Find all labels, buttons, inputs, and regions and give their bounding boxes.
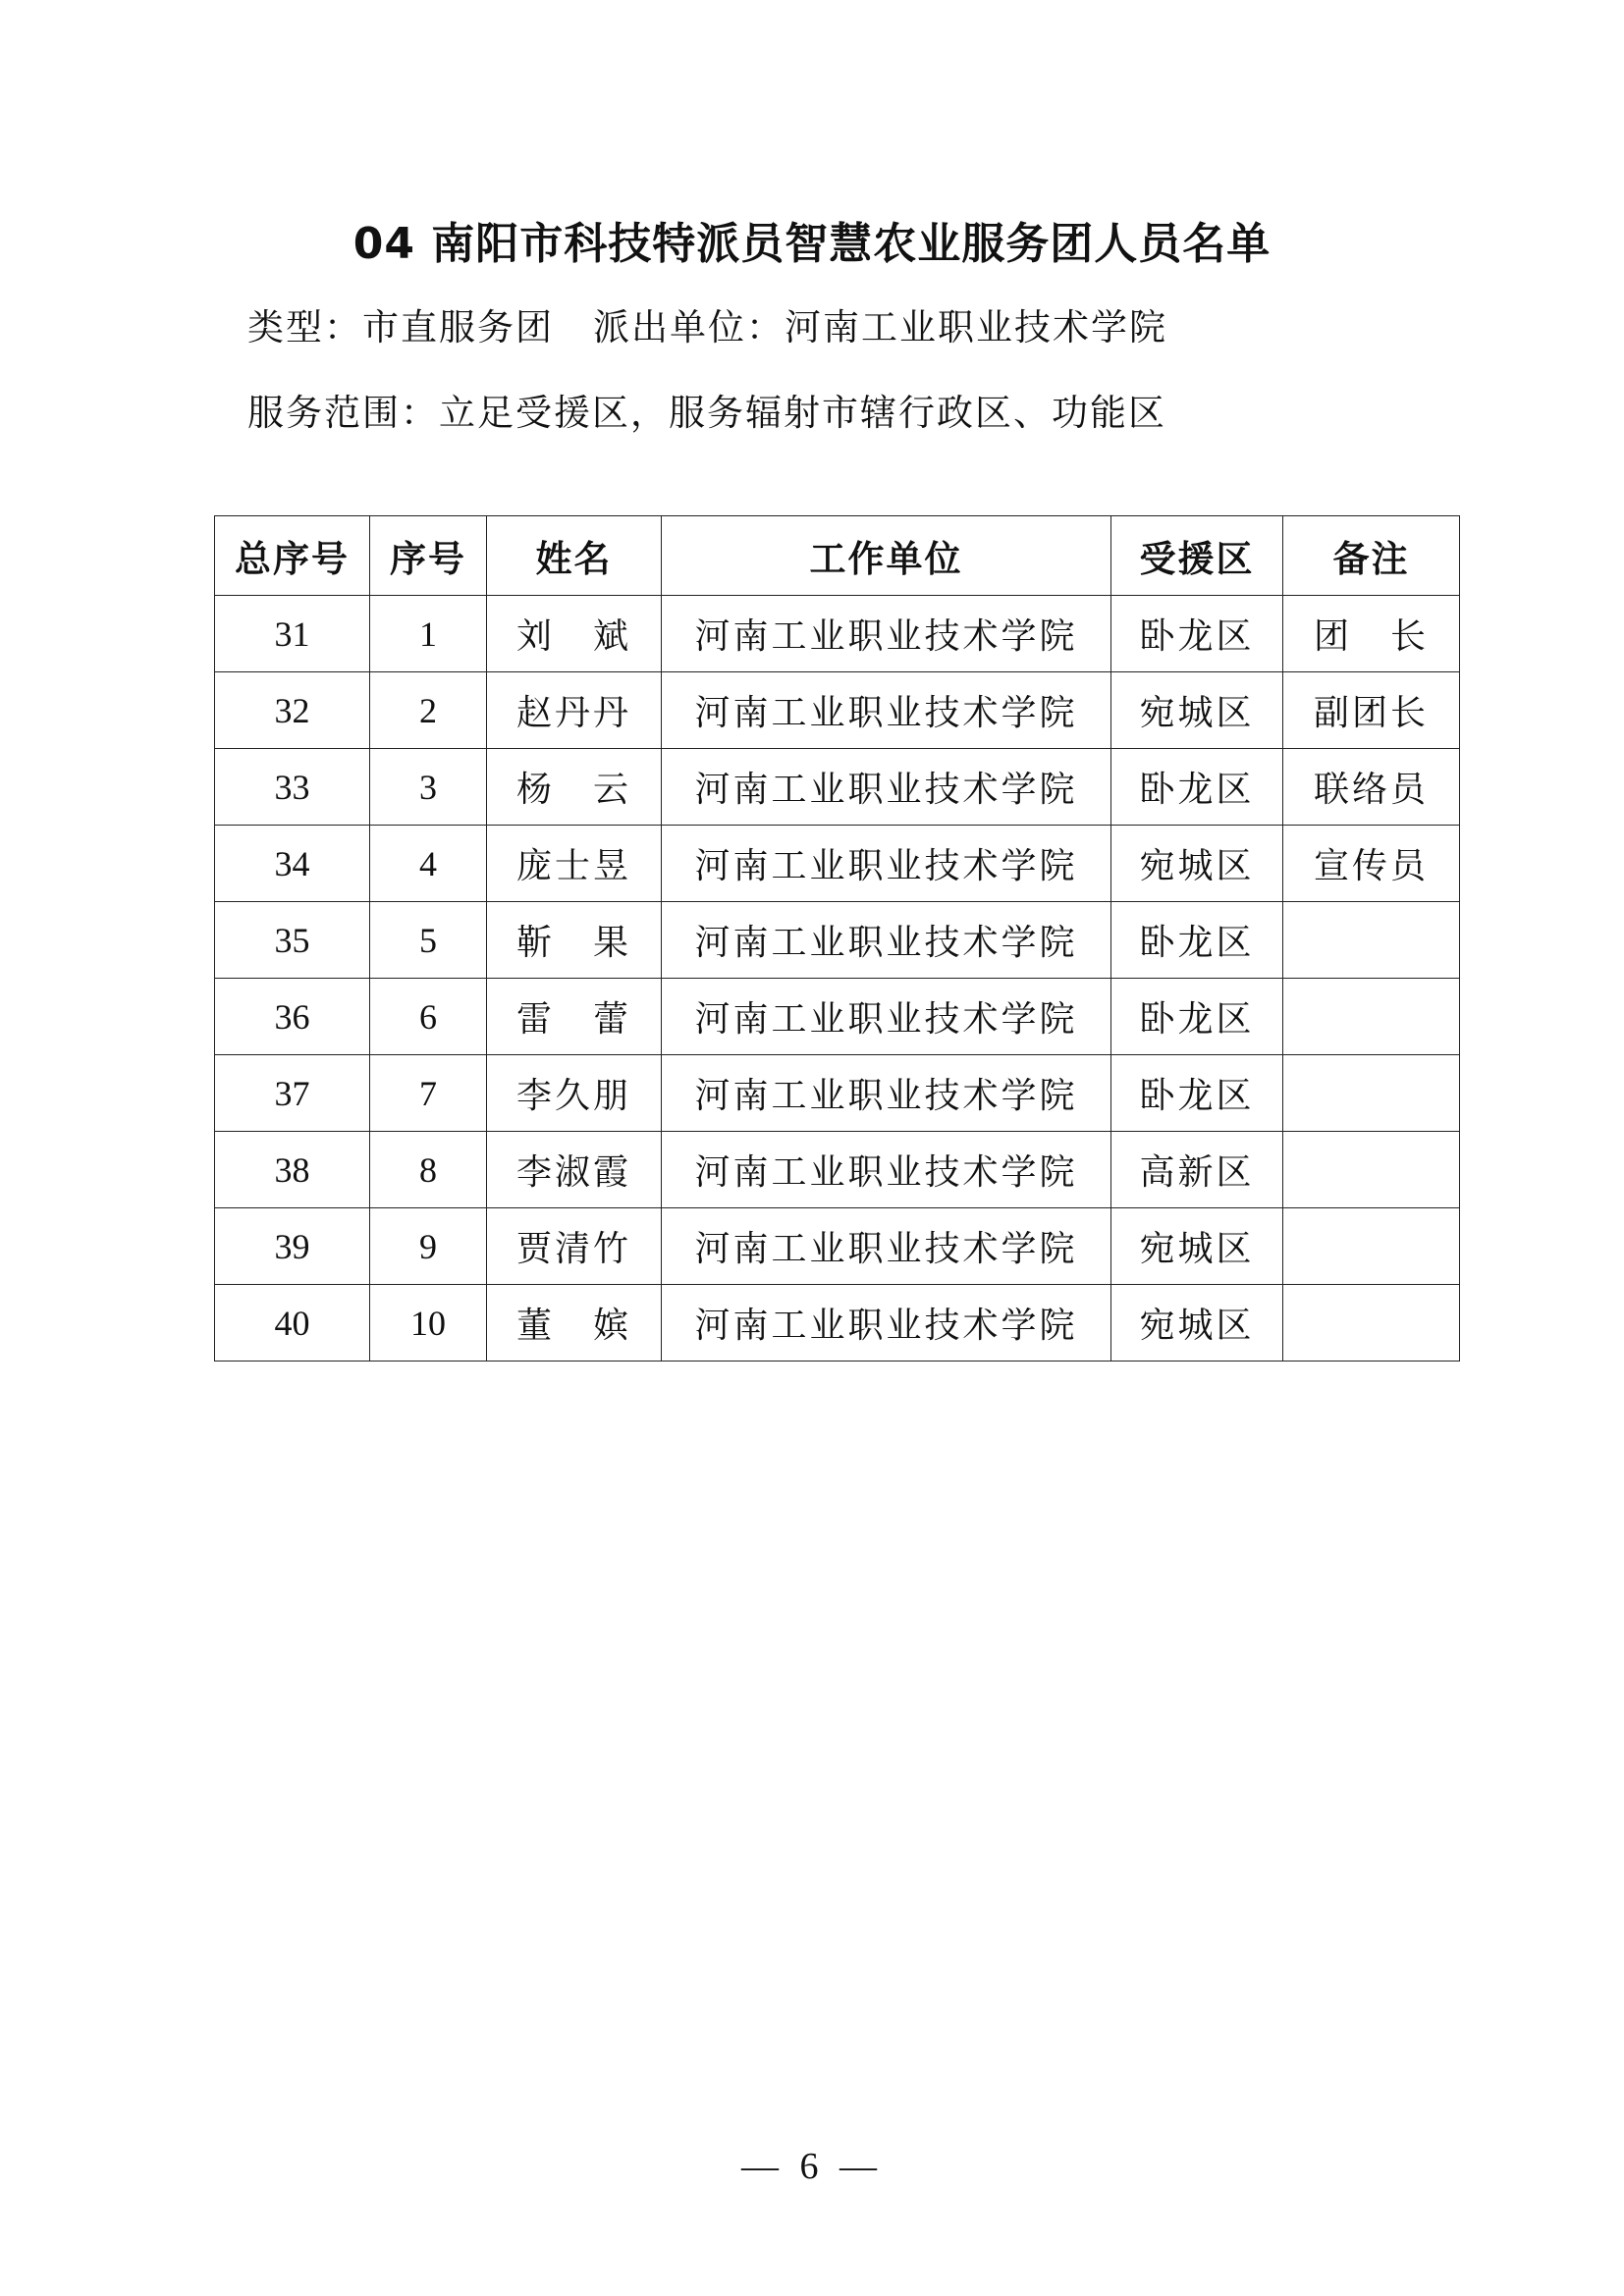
table-row [215, 1285, 1460, 1362]
cell-no: 2 [370, 672, 487, 749]
cell-total-no: 31 [215, 596, 370, 672]
table-row [215, 979, 1460, 1055]
page-number: — 6 — [741, 2146, 883, 2187]
cell-total-no: 35 [215, 902, 370, 979]
table-body [215, 596, 1460, 1362]
cell-remark [1283, 979, 1460, 1055]
cell-name: 董 嫔 [487, 1285, 662, 1362]
table-row [215, 1208, 1460, 1285]
cell-unit: 河南工业职业技术学院 [662, 1285, 1111, 1362]
cell-unit: 河南工业职业技术学院 [662, 902, 1111, 979]
cell-district: 卧龙区 [1111, 902, 1283, 979]
cell-name: 赵丹丹 [487, 672, 662, 749]
cell-total-no: 34 [215, 826, 370, 902]
cell-total-no: 37 [215, 1055, 370, 1132]
unit-label: 派出单位： [593, 306, 785, 348]
cell-district: 卧龙区 [1111, 596, 1283, 672]
document-meta-scope [247, 383, 1166, 436]
type-label: 类型： [247, 306, 362, 348]
header-no: 序号 [370, 516, 487, 596]
cell-no: 3 [370, 749, 487, 826]
cell-name: 杨 云 [487, 749, 662, 826]
cell-remark [1283, 902, 1460, 979]
scope-value: 立足受援区，服务辐射市辖行政区、功能区 [439, 392, 1166, 434]
cell-total-no: 32 [215, 672, 370, 749]
header-district: 受援区 [1111, 516, 1283, 596]
cell-remark: 团 长 [1283, 596, 1460, 672]
header-remark: 备注 [1283, 516, 1460, 596]
table-row [215, 826, 1460, 902]
table-row [215, 1055, 1460, 1132]
cell-unit: 河南工业职业技术学院 [662, 1055, 1111, 1132]
table-header [215, 516, 1460, 596]
cell-no: 5 [370, 902, 487, 979]
cell-unit: 河南工业职业技术学院 [662, 596, 1111, 672]
cell-unit: 河南工业职业技术学院 [662, 672, 1111, 749]
cell-district: 卧龙区 [1111, 749, 1283, 826]
type-value: 市直服务团 [362, 306, 554, 348]
table-header-row [215, 516, 1460, 596]
cell-district: 宛城区 [1111, 1208, 1283, 1285]
table-row [215, 749, 1460, 826]
cell-name: 雷 蕾 [487, 979, 662, 1055]
cell-name: 刘 斌 [487, 596, 662, 672]
roster-table [214, 515, 1460, 1362]
cell-total-no: 33 [215, 749, 370, 826]
cell-district: 宛城区 [1111, 1285, 1283, 1362]
cell-name: 李淑霞 [487, 1132, 662, 1208]
cell-district: 卧龙区 [1111, 979, 1283, 1055]
scope-label: 服务范围： [247, 392, 439, 434]
cell-no: 8 [370, 1132, 487, 1208]
cell-district: 高新区 [1111, 1132, 1283, 1208]
cell-name: 庞士昱 [487, 826, 662, 902]
cell-no: 4 [370, 826, 487, 902]
cell-no: 7 [370, 1055, 487, 1132]
cell-unit: 河南工业职业技术学院 [662, 826, 1111, 902]
cell-total-no: 36 [215, 979, 370, 1055]
cell-total-no: 39 [215, 1208, 370, 1285]
cell-remark: 联络员 [1283, 749, 1460, 826]
cell-remark: 宣传员 [1283, 826, 1460, 902]
cell-remark [1283, 1055, 1460, 1132]
unit-value: 河南工业职业技术学院 [785, 306, 1167, 348]
document-title: 04 南阳市科技特派员智慧农业服务团人员名单 [352, 219, 1272, 269]
cell-district: 宛城区 [1111, 826, 1283, 902]
cell-name: 靳 果 [487, 902, 662, 979]
header-total-no: 总序号 [215, 516, 370, 596]
table-row [215, 672, 1460, 749]
document-meta-type-unit [247, 297, 1167, 350]
cell-remark [1283, 1132, 1460, 1208]
cell-no: 10 [370, 1285, 487, 1362]
cell-no: 6 [370, 979, 487, 1055]
cell-district: 宛城区 [1111, 672, 1283, 749]
cell-name: 李久朋 [487, 1055, 662, 1132]
cell-unit: 河南工业职业技术学院 [662, 1132, 1111, 1208]
cell-remark: 副团长 [1283, 672, 1460, 749]
cell-no: 9 [370, 1208, 487, 1285]
header-unit: 工作单位 [662, 516, 1111, 596]
cell-unit: 河南工业职业技术学院 [662, 979, 1111, 1055]
cell-remark [1283, 1208, 1460, 1285]
cell-district: 卧龙区 [1111, 1055, 1283, 1132]
cell-no: 1 [370, 596, 487, 672]
table-row [215, 1132, 1460, 1208]
table-row [215, 902, 1460, 979]
cell-unit: 河南工业职业技术学院 [662, 749, 1111, 826]
table-row [215, 596, 1460, 672]
cell-name: 贾清竹 [487, 1208, 662, 1285]
cell-total-no: 38 [215, 1132, 370, 1208]
cell-total-no: 40 [215, 1285, 370, 1362]
header-name: 姓名 [487, 516, 662, 596]
cell-unit: 河南工业职业技术学院 [662, 1208, 1111, 1285]
cell-remark [1283, 1285, 1460, 1362]
